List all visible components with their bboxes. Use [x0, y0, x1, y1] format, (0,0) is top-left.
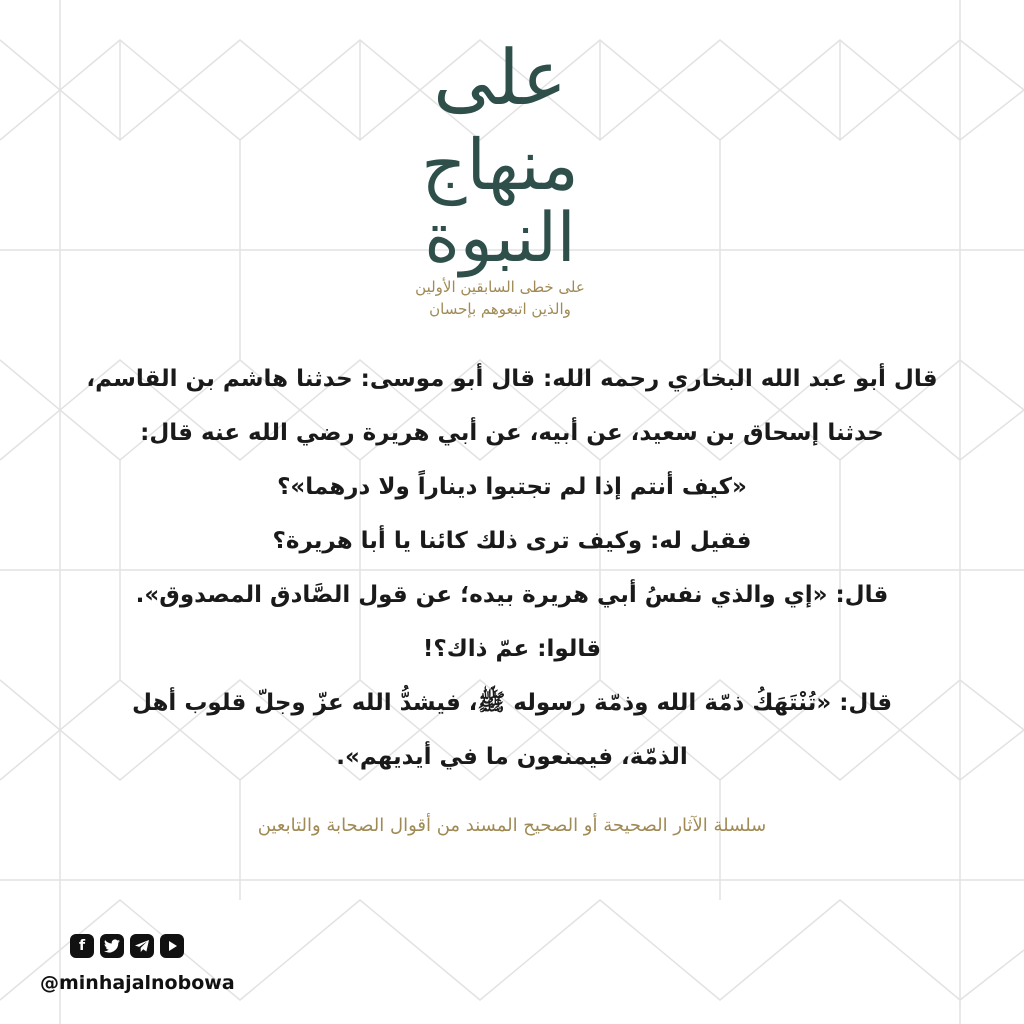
text-line-2: حدثنا إسحاق بن سعيد، عن أبيه، عن أبي هريرة رضي الله عنه قال:: [140, 420, 884, 446]
logo-tagline-1: على خطى السابقين الأولين: [415, 278, 585, 296]
logo-word-nubuwwa: النبوة: [424, 199, 576, 278]
text-line-5: قال: «إي والذي نفسُ أبي هريرة بيده؛ عن قول الصَّادق المصدوق».: [135, 582, 889, 608]
series-title: سلسلة الآثار الصحيحة أو الصحيح المسند من أقوال الصحابة والتابعين: [257, 815, 767, 836]
logo-word-ala: على: [433, 33, 567, 122]
facebook-icon[interactable]: f: [70, 934, 94, 958]
brand-logo: [380, 20, 620, 320]
text-line-8: الذمّة، فيمنعون ما في أيديهم».: [336, 744, 688, 770]
social-handle: @minhajalnobowa: [40, 972, 235, 994]
text-line-1: قال أبو عبد الله البخاري رحمه الله: قال أبو موسى: حدثنا هاشم بن القاسم،: [86, 366, 938, 392]
hadith-text: [80, 352, 944, 784]
youtube-icon[interactable]: [160, 934, 184, 958]
twitter-icon[interactable]: [100, 934, 124, 958]
text-line-3: «كيف أنتم إذا لم تجتبوا ديناراً ولا درهما»؟: [277, 474, 747, 500]
social-icons: [70, 934, 184, 958]
text-line-7: قال: «تُنْتَهَكُ ذمّة الله وذمّة رسوله ﷺ، فيشدُّ الله عزّ وجلّ قلوب أهل: [131, 690, 893, 716]
telegram-icon[interactable]: [130, 934, 154, 958]
text-line-6: قالوا: عمّ ذاك؟!: [422, 636, 602, 662]
logo-word-minhaj: منهاج: [421, 124, 579, 206]
text-line-4: فقيل له: وكيف ترى ذلك كائنا يا أبا هريرة؟: [272, 528, 752, 554]
logo-tagline-2: والذين اتبعوهم بإحسان: [429, 300, 571, 318]
